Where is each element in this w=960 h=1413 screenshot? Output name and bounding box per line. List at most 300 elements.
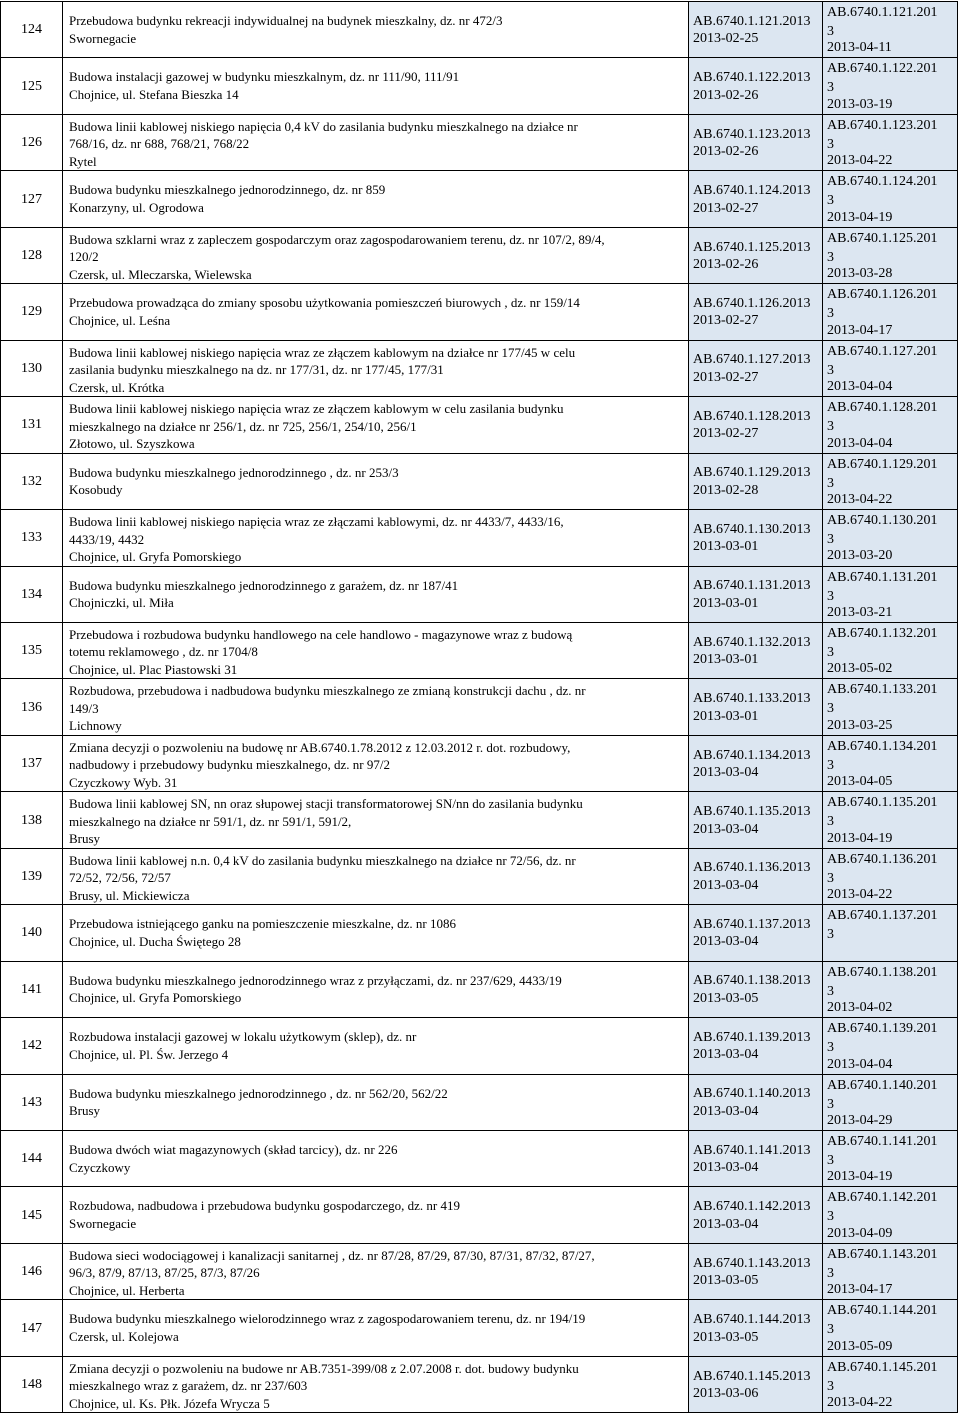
case-number-cell [688, 397, 822, 453]
row-number: 140 [0, 905, 62, 961]
decision-date: 2013-05-02 [827, 661, 893, 677]
description-line: Budowa linii kablowej niskiego napięcia wraz ze złączem kablowym w celu zasilania budynku [69, 401, 564, 417]
decision-date: 2013-04-22 [827, 1395, 893, 1411]
decision-date: 2013-04-11 [827, 40, 892, 56]
case-date: 2013-02-27 [693, 313, 759, 329]
decision-number: AB.6740.1.139.201 [827, 1021, 938, 1037]
decision-cell [822, 1244, 958, 1300]
table-row [0, 57, 958, 114]
decision-date: 2013-04-17 [827, 1282, 893, 1298]
description-cell [62, 623, 688, 679]
decision-number: AB.6740.1.137.201 [827, 908, 938, 924]
case-number-cell [688, 567, 822, 623]
table-row [0, 1186, 958, 1243]
decision-cell [822, 1300, 958, 1356]
case-number-cell [688, 115, 822, 171]
case-number: AB.6740.1.127.2013 [693, 352, 811, 368]
description-line: Budowa budynku mieszkalnego jednorodzinnego z garażem, dz. nr 187/41 [69, 577, 459, 593]
description-line: Budowa budynku mieszkalnego jednorodzinnego , dz. nr 562/20, 562/22 [69, 1085, 448, 1101]
case-date: 2013-02-25 [693, 31, 759, 47]
table-row [0, 904, 958, 961]
description-line: Brusy [69, 1103, 101, 1119]
case-date: 2013-02-27 [693, 426, 759, 442]
decision-number: AB.6740.1.141.201 [827, 1134, 938, 1149]
case-date: 2013-03-05 [693, 990, 759, 1006]
description-line: Budowa sieci wodociągowej i kanalizacji sanitarnej , dz. nr 87/28, 87/29, 87/30, 87/31, 87/32, 87/27, [69, 1247, 595, 1263]
decision-number-suffix: 3 [827, 701, 834, 717]
decision-number-suffix: 3 [827, 249, 834, 265]
row-number: 133 [0, 510, 62, 566]
case-number: AB.6740.1.123.2013 [693, 126, 811, 142]
description-line: Chojnice, ul. Stefana Bieszka 14 [69, 86, 239, 102]
case-date: 2013-03-04 [693, 1216, 759, 1232]
description-line: Zmiana decyzji o pozwoleniu na budowę nr AB.6740.1.78.2012 z 12.03.2012 r. dot. rozbudowy, [69, 739, 571, 755]
case-number: AB.6740.1.134.2013 [693, 747, 811, 763]
table-row [0, 848, 958, 905]
decision-cell [822, 962, 958, 1018]
case-number: AB.6740.1.135.2013 [693, 804, 811, 820]
decision-number-suffix: 3 [827, 757, 834, 773]
description-line: Budowa dwóch wiat magazynowych (skład tarcicy), dz. nr 226 [69, 1142, 398, 1157]
case-number-cell [688, 623, 822, 679]
description-cell [62, 2, 688, 58]
case-number: AB.6740.1.137.2013 [693, 916, 811, 932]
description-cell [62, 228, 688, 284]
description-line: Rozbudowa, przebudowa i nadbudowa budynku mieszkalnego ze zmianą konstrukcji dachu , dz. nr [69, 683, 586, 699]
case-number-cell [688, 1131, 822, 1187]
description-line: mieszkalnego na działce nr 256/1, dz. nr 725, 256/1, 254/10, 256/1 [69, 418, 417, 434]
decision-cell [822, 228, 958, 284]
description-line: 120/2 [69, 249, 99, 265]
decision-number-suffix: 3 [827, 1322, 834, 1338]
case-number: AB.6740.1.144.2013 [693, 1312, 811, 1328]
decision-number: AB.6740.1.138.201 [827, 964, 938, 980]
row-number: 148 [0, 1357, 62, 1413]
table-row [0, 114, 958, 171]
description-line: Konarzyny, ul. Ogrodowa [69, 199, 204, 215]
description-line: Budowa linii kablowej n.n. 0,4 kV do zasilania budynku mieszkalnego na działce nr 72/56, dz. nr [69, 852, 576, 868]
table-row [0, 735, 958, 792]
description-cell [62, 397, 688, 453]
table-row [0, 1, 958, 58]
decision-number: AB.6740.1.123.201 [827, 117, 938, 133]
case-date: 2013-02-27 [693, 369, 759, 385]
description-cell [62, 792, 688, 848]
description-line: Czyczkowy Wyb. 31 [69, 774, 178, 790]
decision-number-suffix: 3 [827, 870, 834, 886]
case-number-cell [688, 1244, 822, 1300]
decision-number: AB.6740.1.122.201 [827, 61, 938, 77]
decision-date: 2013-04-04 [827, 379, 893, 395]
decision-date: 2013-04-04 [827, 1056, 893, 1072]
decision-number-suffix: 3 [827, 136, 834, 152]
case-date: 2013-03-04 [693, 877, 759, 893]
case-number-cell [688, 58, 822, 114]
case-date: 2013-03-01 [693, 652, 759, 668]
case-number-cell [688, 228, 822, 284]
case-number-cell [688, 510, 822, 566]
case-number-cell [688, 1357, 822, 1413]
decision-number-suffix: 3 [827, 532, 834, 548]
decision-cell [822, 567, 958, 623]
decision-cell [822, 171, 958, 227]
case-date: 2013-03-04 [693, 1103, 759, 1119]
table-row [0, 791, 958, 848]
description-line: Budowa budynku mieszkalnego jednorodzinnego wraz z przyłączami, dz. nr 237/629, 4433/19 [69, 972, 562, 988]
decision-cell [822, 1357, 958, 1413]
case-number-cell [688, 736, 822, 792]
table-row [0, 1356, 958, 1413]
decision-cell [822, 397, 958, 453]
description-cell [62, 454, 688, 510]
description-line: Chojnice, ul. Pl. Św. Jerzego 4 [69, 1046, 229, 1062]
table-row [0, 1243, 958, 1300]
description-cell [62, 567, 688, 623]
case-date: 2013-02-27 [693, 200, 759, 216]
case-number-cell [688, 1300, 822, 1356]
decision-number: AB.6740.1.129.201 [827, 456, 938, 472]
case-date: 2013-03-05 [693, 1273, 759, 1289]
description-line: Swornegacie [69, 30, 137, 46]
row-number: 141 [0, 962, 62, 1018]
case-number-cell [688, 1018, 822, 1074]
description-line: totemu reklamowego , dz. nr 1704/8 [69, 644, 258, 660]
decision-cell [822, 115, 958, 171]
decision-number-suffix: 3 [827, 193, 834, 209]
case-number: AB.6740.1.138.2013 [693, 973, 811, 989]
case-date: 2013-02-26 [693, 257, 759, 273]
description-line: Czersk, ul. Kolejowa [69, 1328, 179, 1344]
description-line: Czyczkowy [69, 1159, 131, 1175]
decision-number: AB.6740.1.126.201 [827, 287, 938, 303]
row-number: 130 [0, 341, 62, 397]
case-number: AB.6740.1.136.2013 [693, 860, 811, 876]
decision-number-suffix: 3 [827, 1153, 834, 1168]
description-line: Chojnice, ul. Gryfa Pomorskiego [69, 990, 242, 1006]
case-number: AB.6740.1.142.2013 [693, 1199, 811, 1215]
description-line: Swornegacie [69, 1215, 137, 1231]
description-cell [62, 849, 688, 905]
case-number-cell [688, 284, 822, 340]
case-number-cell [688, 792, 822, 848]
description-line: 4433/19, 4432 [69, 531, 145, 547]
decision-number-suffix: 3 [827, 80, 834, 96]
case-date: 2013-03-04 [693, 1160, 759, 1176]
case-number: AB.6740.1.122.2013 [693, 70, 811, 86]
description-line: Przebudowa budynku rekreacji indywidualnej na budynek mieszkalny, dz. nr 472/3 [69, 13, 503, 28]
table-row [0, 170, 958, 227]
description-line: Rozbudowa, nadbudowa i przebudowa budynku gospodarczego, dz. nr 419 [69, 1198, 460, 1214]
case-number-cell [688, 171, 822, 227]
description-line: Budowa linii kablowej niskiego napięcia 0,4 kV do zasilania budynku mieszkalnego na działce nr [69, 118, 578, 134]
decision-date: 2013-03-21 [827, 604, 893, 620]
case-number-cell [688, 962, 822, 1018]
row-number: 127 [0, 171, 62, 227]
decision-date: 2013-03-20 [827, 548, 893, 564]
description-cell [62, 58, 688, 114]
description-line: Budowa budynku mieszkalnego jednorodzinnego , dz. nr 253/3 [69, 464, 399, 480]
row-number: 128 [0, 228, 62, 284]
description-cell [62, 1018, 688, 1074]
decision-number-suffix: 3 [827, 1040, 834, 1056]
decision-cell [822, 1131, 958, 1187]
decision-number-suffix: 3 [827, 814, 834, 830]
row-number: 142 [0, 1018, 62, 1074]
case-number-cell [688, 679, 822, 735]
case-number: AB.6740.1.132.2013 [693, 634, 811, 650]
table-row [0, 1074, 958, 1131]
row-number: 145 [0, 1187, 62, 1243]
description-cell [62, 1300, 688, 1356]
row-number: 137 [0, 736, 62, 792]
decision-cell [822, 736, 958, 792]
decision-number: AB.6740.1.127.201 [827, 343, 938, 359]
description-line: Przebudowa istniejącego ganku na pomieszczenie mieszkalne, dz. nr 1086 [69, 916, 456, 932]
decision-cell [822, 1075, 958, 1131]
decision-number: AB.6740.1.131.201 [827, 569, 938, 585]
decision-number-suffix: 3 [827, 475, 834, 491]
description-line: zasilania budynku mieszkalnego na dz. nr 177/31, dz. nr 177/45, 177/31 [69, 362, 444, 378]
decision-date: 2013-04-05 [827, 774, 893, 790]
description-cell [62, 1075, 688, 1131]
description-line: Chojnice, ul. Gryfa Pomorskiego [69, 549, 242, 565]
decision-number: AB.6740.1.140.201 [827, 1077, 938, 1093]
decision-number-suffix: 3 [827, 419, 834, 435]
description-cell [62, 905, 688, 961]
description-line: Chojniczki, ul. Miła [69, 595, 174, 610]
decision-cell [822, 510, 958, 566]
table-row [0, 509, 958, 566]
decision-cell [822, 1187, 958, 1243]
case-number: AB.6740.1.139.2013 [693, 1029, 811, 1045]
description-line: Budowa budynku mieszkalnego jednorodzinnego, dz. nr 859 [69, 182, 386, 198]
case-number-cell [688, 2, 822, 58]
table-row [0, 1130, 958, 1187]
decision-cell [822, 905, 958, 961]
decision-number-suffix: 3 [827, 927, 834, 943]
case-number: AB.6740.1.131.2013 [693, 578, 811, 594]
decision-date: 2013-04-04 [827, 435, 893, 451]
decision-cell [822, 623, 958, 679]
decision-number: AB.6740.1.135.201 [827, 795, 938, 811]
description-cell [62, 284, 688, 340]
description-line: Rytel [69, 153, 97, 169]
decision-date: 2013-03-25 [827, 717, 893, 733]
table-row [0, 340, 958, 397]
decision-date: 2013-04-19 [827, 209, 893, 225]
case-number: AB.6740.1.124.2013 [693, 183, 811, 199]
row-number: 132 [0, 454, 62, 510]
description-line: Kosobudy [69, 482, 123, 498]
decision-date: 2013-04-19 [827, 830, 893, 846]
case-number: AB.6740.1.125.2013 [693, 239, 811, 255]
decision-number: AB.6740.1.128.201 [827, 400, 938, 416]
row-number: 139 [0, 849, 62, 905]
case-number: AB.6740.1.128.2013 [693, 408, 811, 424]
decision-number: AB.6740.1.136.201 [827, 851, 938, 867]
description-line: 72/52, 72/56, 72/57 [69, 870, 171, 886]
row-number: 135 [0, 623, 62, 679]
table-row [0, 622, 958, 679]
decision-number-suffix: 3 [827, 983, 834, 999]
case-date: 2013-02-26 [693, 87, 759, 103]
case-number: AB.6740.1.129.2013 [693, 465, 811, 481]
decision-number-suffix: 3 [827, 1378, 834, 1394]
row-number: 131 [0, 397, 62, 453]
description-cell [62, 1357, 688, 1413]
decision-date: 2013-04-17 [827, 322, 893, 338]
case-number-cell [688, 341, 822, 397]
decision-date: 2013-04-22 [827, 887, 893, 903]
description-cell [62, 1131, 688, 1187]
decision-date: 2013-05-09 [827, 1338, 893, 1354]
decision-number: AB.6740.1.142.201 [827, 1190, 938, 1206]
case-date: 2013-03-01 [693, 708, 759, 724]
description-line: Brusy [69, 831, 101, 847]
decision-cell [822, 2, 958, 58]
description-cell [62, 962, 688, 1018]
description-line: Budowa linii kablowej niskiego napięcia wraz ze złączem kablowym na działce nr 177/45 w celu [69, 344, 576, 360]
decision-number: AB.6740.1.132.201 [827, 625, 938, 641]
description-line: Złotowo, ul. Szyszkowa [69, 436, 195, 452]
description-line: Lichnowy [69, 718, 122, 734]
case-date: 2013-02-28 [693, 482, 759, 498]
case-number: AB.6740.1.143.2013 [693, 1255, 811, 1271]
decision-date: 2013-04-29 [827, 1112, 893, 1128]
description-line: Brusy, ul. Mickiewicza [69, 887, 190, 903]
decision-cell [822, 679, 958, 735]
decision-number: AB.6740.1.130.201 [827, 513, 938, 529]
description-line: Chojnice, ul. Leśna [69, 312, 171, 328]
case-date: 2013-03-04 [693, 1047, 759, 1063]
row-number: 136 [0, 679, 62, 735]
description-line: Budowa instalacji gazowej w budynku mieszkalnym, dz. nr 111/90, 111/91 [69, 69, 460, 85]
decision-cell [822, 1018, 958, 1074]
table-row [0, 678, 958, 735]
row-number: 124 [0, 2, 62, 58]
decision-number-suffix: 3 [827, 362, 834, 378]
decision-number: AB.6740.1.144.201 [827, 1303, 938, 1319]
description-line: Chojnice, ul. Ducha Świętego 28 [69, 933, 241, 949]
case-number-cell [688, 1075, 822, 1131]
decision-cell [822, 341, 958, 397]
description-line: Chojnice, ul. Plac Piastowski 31 [69, 661, 238, 677]
case-number-cell [688, 849, 822, 905]
case-date: 2013-02-26 [693, 144, 759, 160]
table-row [0, 961, 958, 1018]
description-line: Czersk, ul. Mleczarska, Wielewska [69, 266, 252, 282]
decision-number: AB.6740.1.121.201 [827, 5, 938, 20]
description-cell [62, 679, 688, 735]
row-number: 126 [0, 115, 62, 171]
decision-number: AB.6740.1.143.201 [827, 1246, 938, 1262]
description-line: Budowa linii kablowej SN, nn oraz słupowej stacji transformatorowej SN/nn do zasilania budynku [69, 796, 583, 812]
decision-date: 2013-04-09 [827, 1225, 893, 1241]
description-line: 96/3, 87/9, 87/13, 87/25, 87/3, 87/26 [69, 1265, 260, 1281]
decision-number: AB.6740.1.145.201 [827, 1359, 938, 1375]
row-number: 138 [0, 792, 62, 848]
decision-date: 2013-03-28 [827, 266, 893, 282]
description-line: Chojnice, ul. Ks. Płk. Józefa Wrycza 5 [69, 1395, 270, 1411]
description-line: Rozbudowa instalacji gazowej w lokalu użytkowym (sklep), dz. nr [69, 1029, 417, 1045]
case-number: AB.6740.1.130.2013 [693, 521, 811, 537]
table-row [0, 1299, 958, 1356]
case-number: AB.6740.1.145.2013 [693, 1368, 811, 1384]
case-number: AB.6740.1.121.2013 [693, 13, 811, 29]
decision-date: 2013-03-19 [827, 96, 893, 112]
row-number: 144 [0, 1131, 62, 1187]
case-number: AB.6740.1.126.2013 [693, 295, 811, 311]
decision-number-suffix: 3 [827, 1096, 834, 1112]
decision-cell [822, 454, 958, 510]
description-line: 768/16, dz. nr 688, 768/21, 768/22 [69, 136, 250, 152]
decision-cell [822, 58, 958, 114]
description-line: Czersk, ul. Krótka [69, 379, 165, 395]
decision-number: AB.6740.1.125.201 [827, 230, 938, 246]
table-row [0, 283, 958, 340]
row-number: 146 [0, 1244, 62, 1300]
description-cell [62, 736, 688, 792]
table-row [0, 227, 958, 284]
description-cell [62, 115, 688, 171]
decision-number-suffix: 3 [827, 644, 834, 660]
decision-cell [822, 849, 958, 905]
decision-date: 2013-04-19 [827, 1169, 893, 1185]
description-cell [62, 510, 688, 566]
description-line: Przebudowa prowadząca do zmiany sposobu użytkowania pomieszczeń biurowych , dz. nr 159/14 [69, 295, 580, 311]
description-cell [62, 1244, 688, 1300]
description-cell [62, 341, 688, 397]
case-number-cell [688, 454, 822, 510]
row-number: 125 [0, 58, 62, 114]
case-date: 2013-03-04 [693, 821, 759, 837]
case-date: 2013-03-01 [693, 539, 759, 555]
case-number: AB.6740.1.141.2013 [693, 1142, 811, 1158]
decision-date: 2013-04-22 [827, 492, 893, 508]
decision-number-suffix: 3 [827, 1265, 834, 1281]
description-line: Chojnice, ul. Herberta [69, 1282, 185, 1298]
case-date: 2013-03-04 [693, 934, 759, 950]
decision-number-suffix: 3 [827, 306, 834, 322]
case-date: 2013-03-06 [693, 1386, 759, 1402]
description-cell [62, 1187, 688, 1243]
table-row [0, 566, 958, 623]
decision-cell [822, 792, 958, 848]
case-number: AB.6740.1.140.2013 [693, 1086, 811, 1102]
table-row [0, 396, 958, 453]
description-line: mieszkalnego na działce nr 591/1, dz. nr 591/1, 591/2, [69, 813, 352, 829]
description-line: nadbudowy i przebudowy budynku mieszkalnego, dz. nr 97/2 [69, 757, 390, 773]
case-date: 2013-03-05 [693, 1329, 759, 1345]
description-line: Budowa linii kablowej niskiego napięcia wraz ze złączami kablowymi, dz. nr 4433/7, 4433/16, [69, 514, 564, 530]
table-row [0, 1017, 958, 1074]
decision-cell [822, 284, 958, 340]
description-line: 149/3 [69, 700, 99, 716]
case-number-cell [688, 1187, 822, 1243]
description-cell [62, 171, 688, 227]
case-date: 2013-03-01 [693, 595, 759, 611]
decision-date: 2013-04-02 [827, 1000, 893, 1016]
case-number-cell [688, 905, 822, 961]
description-line: Zmiana decyzji o pozwoleniu na budowe nr AB.7351-399/08 z 2.07.2008 r. dot. budowy budynku [69, 1360, 579, 1376]
table-row [0, 453, 958, 510]
row-number: 129 [0, 284, 62, 340]
description-line: Przebudowa i rozbudowa budynku handlowego na cele handlowo - magazynowe wraz z budową [69, 626, 573, 642]
row-number: 134 [0, 567, 62, 623]
row-number: 147 [0, 1300, 62, 1356]
row-number: 143 [0, 1075, 62, 1131]
decision-number: AB.6740.1.124.201 [827, 174, 938, 190]
